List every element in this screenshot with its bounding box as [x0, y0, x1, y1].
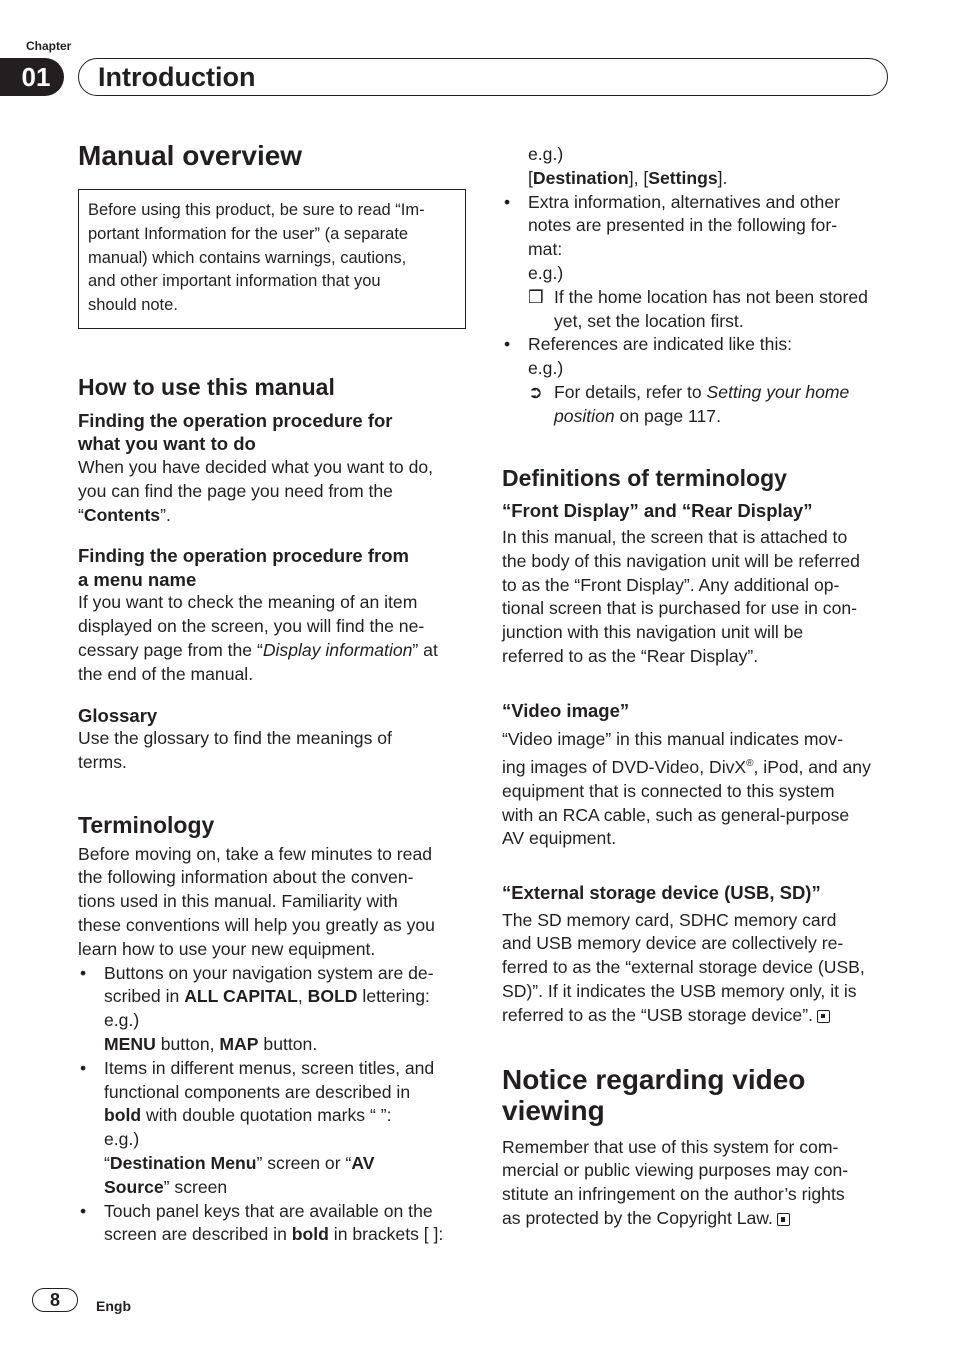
text-span: MENU	[104, 1034, 156, 1055]
text-line: these conventions will help you greatly as you	[78, 915, 435, 936]
bullet: •	[80, 1200, 87, 1221]
note-example	[528, 286, 894, 334]
terminology-intro	[78, 843, 466, 962]
text-line	[502, 1004, 894, 1028]
text-span: bold	[291, 1224, 329, 1245]
left-column	[78, 140, 466, 1247]
reference-example	[528, 381, 894, 429]
text-line	[502, 752, 894, 780]
text-span: Settings	[648, 167, 718, 188]
text-line	[104, 1152, 466, 1176]
video-image-text	[502, 728, 894, 851]
list-item	[78, 1200, 466, 1248]
text-line: e.g.)	[104, 1129, 140, 1150]
chapter-number: 01	[0, 58, 64, 96]
list-item	[78, 1057, 466, 1200]
text-line: equipment that is connected to this system	[502, 780, 835, 801]
text-span: ,	[297, 986, 308, 1007]
text-span: ” screen	[163, 1176, 228, 1197]
text-span: screen are described in	[104, 1224, 292, 1245]
text-span: cessary page from the “	[78, 639, 263, 660]
notice-line: manual) which contains warnings, cautions,	[88, 248, 407, 267]
text-line: the body of this navigation unit will be referred	[502, 550, 860, 571]
text-span: as protected by the Copyright Law.	[502, 1208, 773, 1229]
text-line: “Video image” in this manual indicates mov-	[502, 729, 843, 750]
notice-line: and other important information that you	[88, 272, 381, 291]
video-image-heading: “Video image”	[502, 699, 630, 721]
text-span: MAP	[219, 1034, 259, 1055]
list-item	[78, 962, 466, 1057]
text-span: ing images of DVD-Video, DivX	[502, 757, 747, 777]
chapter-title: Introduction	[98, 62, 256, 92]
finding-menu-text	[78, 591, 466, 686]
text-line: tional screen that is purchased for use in con-	[502, 598, 858, 619]
text-line	[554, 381, 894, 405]
text-line: mercial or public viewing purposes may con-	[502, 1160, 849, 1181]
text-line	[104, 1176, 466, 1200]
text-line: If the home location has not been stored	[554, 286, 868, 307]
text-line: AV equipment.	[502, 828, 617, 849]
text-span: lettering:	[357, 986, 430, 1007]
text-line: the following information about the conven-	[78, 867, 414, 888]
notice-video-heading	[502, 1064, 894, 1126]
reference-arrow-icon: ➲	[528, 381, 543, 402]
heading-line: viewing	[502, 1094, 605, 1126]
text-line: If you want to check the meaning of an item	[78, 592, 418, 613]
text-line	[554, 405, 894, 429]
text-span: Source	[104, 1176, 164, 1197]
text-line: yet, set the location first.	[554, 310, 744, 331]
text-line: terms.	[78, 751, 127, 772]
text-line: referred to as the “Rear Display”.	[502, 646, 759, 667]
finding-what-heading	[78, 409, 466, 456]
text-span: AV	[351, 1153, 375, 1174]
text-line	[502, 1207, 894, 1231]
text-span: ].	[717, 167, 728, 188]
text-line: e.g.)	[528, 262, 564, 283]
text-line: tions used in this manual. Familiarity with	[78, 891, 398, 912]
text-span: Destination Menu	[109, 1153, 257, 1174]
text-span: [	[528, 167, 533, 188]
text-line: Before moving on, take a few minutes to read	[78, 843, 433, 864]
definitions-heading: Definitions of terminology	[502, 464, 787, 491]
text-line: ferred to as the “external storage device (USB,	[502, 957, 865, 978]
text-span: “	[78, 504, 84, 525]
text-line	[78, 504, 466, 528]
glossary-heading: Glossary	[78, 704, 158, 726]
text-line: Items in different menus, screen titles, and	[104, 1057, 435, 1078]
text-line: you can find the page you need from the	[78, 480, 393, 501]
bullet: •	[504, 334, 511, 355]
text-line: learn how to use your new equipment.	[78, 938, 376, 959]
text-line	[104, 1223, 466, 1247]
text-span: Destination	[532, 167, 629, 188]
text-line: e.g.)	[528, 144, 564, 164]
heading-line: Notice regarding video	[502, 1063, 806, 1095]
text-line: mat:	[528, 239, 563, 260]
end-of-section-icon	[777, 1213, 790, 1226]
text-line: Extra information, alternatives and other	[528, 191, 840, 212]
text-span: Setting your home	[706, 381, 850, 402]
text-span: , iPod, and any	[753, 757, 871, 777]
notice-line: Before using this product, be sure to read “Im-	[88, 201, 425, 219]
text-span: ], [	[628, 167, 649, 188]
front-rear-text	[502, 526, 894, 669]
page-number: 8	[32, 1288, 78, 1312]
display-info-ref: Display information	[262, 639, 413, 660]
terminology-heading: Terminology	[78, 811, 215, 838]
text-line	[104, 1104, 466, 1128]
text-span: ALL CAPITAL	[184, 986, 298, 1007]
text-span: BOLD	[307, 986, 358, 1007]
notice-line: portant Information for the user” (a separate	[88, 224, 409, 243]
heading-line: a menu name	[78, 568, 197, 590]
external-storage-text	[502, 909, 894, 1028]
text-line: When you have decided what you want to do,	[78, 456, 434, 477]
text-line: In this manual, the screen that is attached to	[502, 527, 848, 548]
format-bullets	[502, 191, 894, 429]
text-line: functional components are described in	[104, 1081, 411, 1102]
text-line: junction with this navigation unit will be	[502, 622, 804, 643]
text-line: the end of the manual.	[78, 663, 254, 684]
text-line: References are indicated like this:	[528, 334, 793, 355]
heading-line: what you want to do	[78, 433, 256, 455]
list-item	[502, 333, 894, 428]
how-to-use-heading: How to use this manual	[78, 373, 335, 400]
text-line: e.g.)	[104, 1010, 140, 1031]
manual-overview-heading: Manual overview	[78, 140, 303, 171]
text-line	[78, 639, 466, 663]
text-line: Touch panel keys that are available on the	[104, 1200, 433, 1221]
terminology-bullets	[78, 962, 466, 1248]
text-span: ” screen or “	[256, 1153, 352, 1174]
text-line: Buttons on your navigation system are de-	[104, 962, 434, 983]
text-line: Remember that use of this system for com-	[502, 1136, 839, 1157]
notice-video-text	[502, 1136, 894, 1231]
bullet: •	[504, 191, 511, 212]
text-span: with double quotation marks “ ”:	[141, 1105, 392, 1126]
bullet: •	[80, 962, 87, 983]
bracket-example	[502, 143, 894, 191]
contents-ref: Contents	[83, 504, 161, 525]
finding-what-text	[78, 456, 466, 527]
registered-mark: ®	[746, 758, 754, 770]
text-span: position	[554, 405, 615, 426]
front-rear-heading: “Front Display” and “Rear Display”	[502, 499, 813, 521]
text-line	[104, 1033, 466, 1057]
text-line	[104, 985, 466, 1009]
note-checkbox-icon: ❒	[528, 286, 544, 307]
text-span: referred to as the “USB storage device”.	[502, 1004, 813, 1025]
end-of-section-icon	[817, 1010, 830, 1023]
list-item	[502, 191, 894, 334]
finding-menu-heading	[78, 544, 466, 591]
text-line: stitute an infringement on the author’s rights	[502, 1184, 845, 1205]
text-span: ”.	[160, 504, 171, 525]
text-span: button.	[258, 1034, 318, 1055]
text-line	[528, 167, 894, 191]
text-span: on page 117.	[614, 405, 721, 426]
text-line: e.g.)	[528, 358, 564, 379]
language-code: Engb	[96, 1298, 131, 1314]
right-column	[502, 143, 894, 1231]
text-span: button,	[155, 1034, 220, 1055]
text-span: “	[104, 1153, 110, 1174]
text-span: scribed in	[104, 986, 185, 1007]
text-line: and USB memory device are collectively re-	[502, 933, 844, 954]
heading-line: Finding the operation procedure from	[78, 545, 409, 567]
text-line: SD)”. If it indicates the USB memory only, it is	[502, 981, 857, 1002]
chapter-label: Chapter	[26, 39, 72, 53]
bullet: •	[80, 1057, 87, 1078]
important-notice-box	[78, 189, 466, 329]
text-line: to as the “Front Display”. Any additional op-	[502, 574, 840, 595]
text-span: ” at	[412, 639, 438, 660]
text-line: displayed on the screen, you will find the ne-	[78, 616, 425, 637]
heading-line: Finding the operation procedure for	[78, 409, 393, 431]
text-line: The SD memory card, SDHC memory card	[502, 909, 837, 930]
external-storage-heading: “External storage device (USB, SD)”	[502, 882, 821, 904]
notice-line: should note.	[88, 296, 178, 315]
glossary-text	[78, 727, 466, 775]
text-span: bold	[104, 1105, 142, 1126]
text-span: For details, refer to	[554, 381, 707, 402]
text-line: Use the glossary to find the meanings of	[78, 728, 392, 749]
text-span: in brackets [ ]:	[328, 1224, 444, 1245]
text-line: with an RCA cable, such as general-purpose	[502, 804, 850, 825]
text-line: notes are presented in the following for-	[528, 215, 838, 236]
